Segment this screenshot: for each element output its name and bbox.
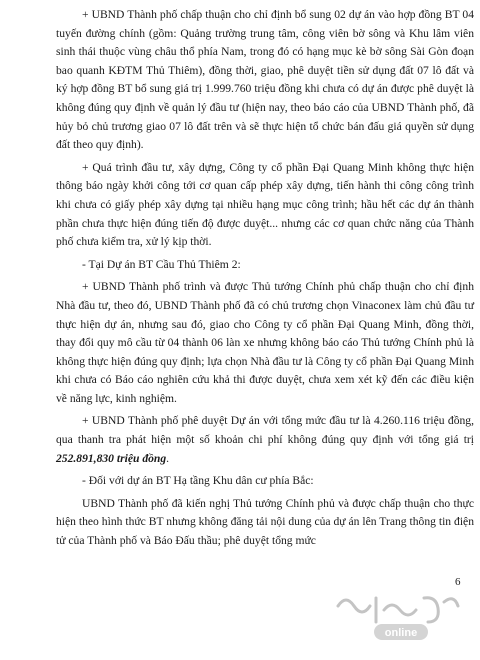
paragraph-4-end: .	[166, 451, 170, 465]
section-heading-khu-dan-cu: - Đối với dự án BT Hạ tầng Khu dân cư phía Bắc:	[82, 474, 314, 488]
watermark-text: online	[384, 627, 418, 639]
paragraph-1: + UBND Thành phố chấp thuận cho chỉ định bổ sung 02 dự án vào hợp đồng BT 04 tuyến đường chính (gồm: Quảng trường trung tâm, công viên bờ sông và Khu lâm viên sinh thái thuộc vùng châu thổ phía Nam, trong đó có hạng mục kè bờ sông Sài Gòn đoạn bao quanh KĐTM Thủ Thiêm), đồng thời, giao, phê duyệt tiền sử dụng đất 07 lô đất và ký hợp đồng BT bổ sung giá trị 1.999.760 triệu đồng khi chưa có dự án được phê duyệt là không đúng quy định về quản lý đầu tư (hiện nay, theo báo cáo của UBND Thành phố, đã hủy bỏ chủ trương giao 07 lô đất trên và sẽ thực hiện tổ chức bán đấu giá quyền sử dụng đất theo quy định).	[56, 8, 474, 152]
page-number: 6	[455, 576, 461, 588]
paragraph-2: + Quá trình đầu tư, xây dựng, Công ty cổ phần Đại Quang Minh không thực hiện thông báo ngày khởi công tới cơ quan cấp phép xây dựng, tiến hành thi công công trình khi chưa có giấy phép xây dựng tại nhiều hạng mục công trình; hầu hết các dự án thành phần chưa thực hiện đúng tiến độ được duyệt... nhưng các cơ quan chức năng của Thành phố chưa kiểm tra, xử lý kịp thời.	[56, 160, 474, 249]
paragraph-4-text: + UBND Thành phố phê duyệt Dự án với tổng mức đầu tư là 4.260.116 triệu đồng, qua thanh tra phát hiện một số khoản chi phí không đúng quy định với tổng giá trị	[56, 414, 474, 447]
total-value-bold: 252.891,830 triệu đồng	[56, 451, 167, 465]
paragraph-3: + UBND Thành phố trình và được Thủ tướng Chính phủ chấp thuận cho chỉ định Nhà đầu tư, theo đó, UBND Thành phố đã có chủ trương chọn Vinaconex làm chủ đầu tư thực hiện dự án, nhưng sau đó, giao cho Công ty cổ phần Đại Quang Minh, đồng thời, thay đổi quy mô cầu từ 04 thành 06 làn xe nhưng không báo cáo Thủ tướng Chính phủ là không thực hiện đúng quy định; lựa chọn Nhà đầu tư là Công ty cổ phần Đại Quang Minh khi chưa có Báo cáo nghiên cứu khả thi được duyệt, chưa xem xét kỹ đến các điều kiện về năng lực, kinh nghiệm.	[56, 280, 474, 405]
watermark-logo	[328, 588, 468, 644]
section-heading-thu-thiem-2: - Tại Dự án BT Cầu Thủ Thiêm 2:	[82, 257, 241, 271]
document-body	[56, 6, 474, 551]
paragraph-4	[56, 412, 474, 468]
paragraph-5: UBND Thành phố đã kiến nghị Thủ tướng Chính phủ và được chấp thuận cho thực hiện theo hình thức BT nhưng không đăng tải nội dung của dự án lên Trang thông tin điện tử của Thành phố và Báo Đấu thầu; phê duyệt tổng mức	[56, 496, 474, 548]
